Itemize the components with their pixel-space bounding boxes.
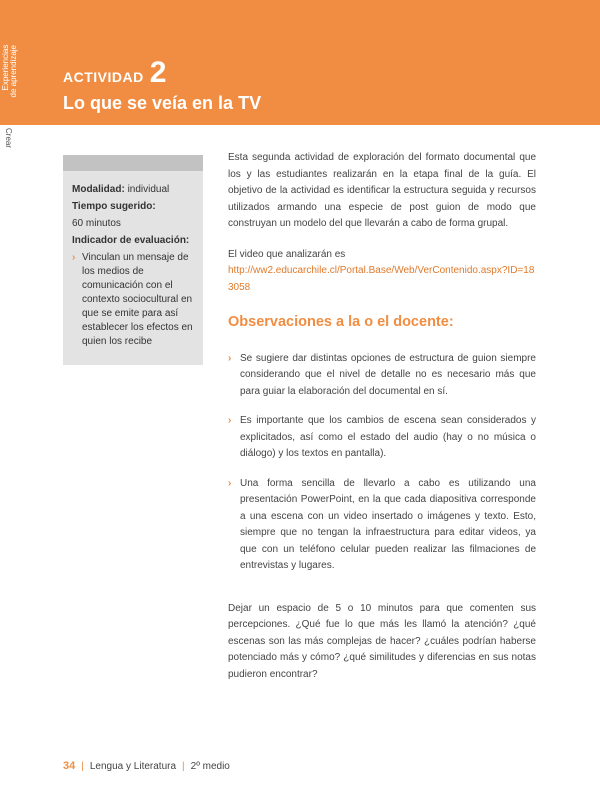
tiempo-label: Tiempo sugerido: (72, 201, 156, 212)
subject-label: Lengua y Literatura (89, 760, 177, 772)
observation-item: › Una forma sencilla de llevarlo a cabo es utilizando una presentación PowerPoint, en la que cada diapositiva corresponde a una escena con un video insertado o imágenes y texto. Esto, siempre que no tengan la infraestructura para editar videos, ya que con un teléfono celular pueden realizar las filmaciones de entrevistas y lugares. (228, 476, 536, 575)
activity-word: ACTIVIDAD (63, 69, 144, 85)
modalidad-row (72, 181, 197, 198)
page-title: Lo que se veía en la TV (63, 93, 262, 113)
indicador-item: › Vinculan un mensaje de los medios de comunicación con el contexto sociocultural en que se emite para así establecer los efectos en quien los recibe (72, 251, 197, 349)
closing-paragraph: Dejar un espacio de 5 o 10 minutos para que comenten sus percepciones. ¿Qué fue lo que más les llamó la atención? ¿qué escenas son las más complejas de hacer? ¿cuáles podrían haberse potenciado más y cómo? ¿qué similitudes y diferencias en sus notas pudieron encontrar? (228, 602, 536, 680)
tiempo-value: 60 minutos (72, 218, 121, 229)
observation-item: › Es importante que los cambios de escena sean considerados y explicitados, así como el estado del audio (hay o no música o diálogo) y los textos en pantalla). (228, 413, 536, 463)
side-strip (0, 0, 20, 125)
footer-separator: | (81, 760, 84, 772)
footer-separator: | (182, 760, 185, 772)
modalidad-value: individual (127, 184, 170, 195)
activity-heading (63, 58, 166, 88)
page-number: 34 (63, 760, 76, 772)
level-label: 2º medio (190, 760, 230, 772)
modalidad-label: Modalidad: (72, 184, 125, 195)
indicador-label: Indicador de evaluación: (72, 235, 190, 246)
page-footer (63, 760, 230, 772)
unit-label: Crear (4, 128, 13, 149)
video-link[interactable]: http://ww2.educarchile.cl/Portal.Base/Web/VerContenido.aspx?ID=183058 (228, 265, 535, 293)
activity-info-box (63, 155, 203, 365)
main-content (228, 150, 536, 683)
video-intro: El video que analizarán es (228, 248, 346, 260)
activity-number: 2 (149, 56, 167, 89)
observation-item: › Se sugiere dar distintas opciones de estructura de guion siempre considerando que el nivel de detalle no es necesario más que para guiar la elaboración del documental en sí. (228, 351, 536, 401)
intro-paragraph: Esta segunda actividad de exploración del formato documental que los y las estudiantes realizarán en la etapa final de la guía. El objetivo de la actividad es identificar la estructura seguida y recursos utilizados armando una especie de post guion de modo que construyan un modelo del que llevarán a cabo de forma grupal. (228, 152, 536, 229)
section-label: Experiencias de aprendizaje (1, 45, 18, 98)
observations-heading: Observaciones a la o el docente: (228, 314, 454, 330)
